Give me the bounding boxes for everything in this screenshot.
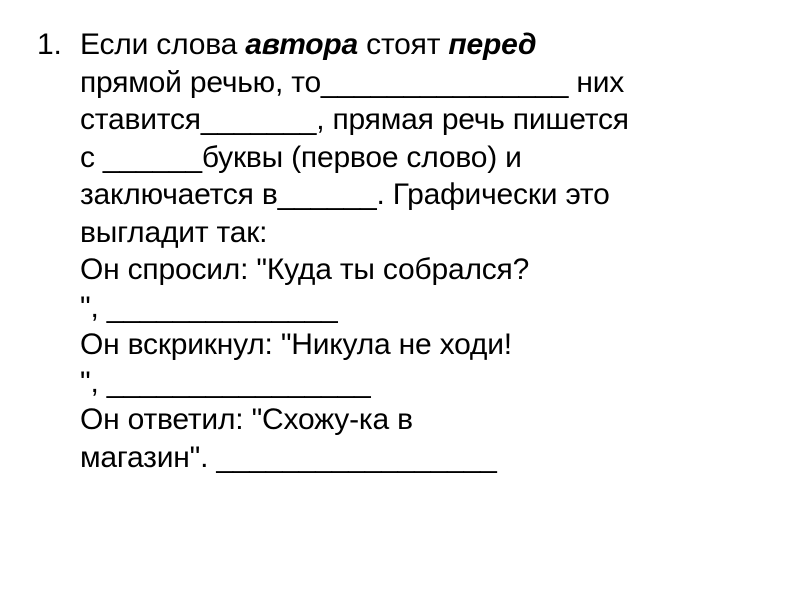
text-line: ", ______________ [80, 290, 338, 324]
text-line: Он спросил: "Куда ты собрался? [80, 253, 530, 286]
text-line: прямой речью, то_______________ них [80, 65, 625, 99]
text-line: Он вскрикнул: "Никула не ходи! [80, 328, 512, 361]
item-text [80, 26, 750, 476]
text-line: магазин". _________________ [80, 440, 497, 474]
text-line: заключается в______. Графически это [80, 178, 610, 211]
text-line: с ______буквы (первое слово) и [80, 140, 522, 174]
emphasis-word: автора [245, 28, 359, 61]
text-line: ", ________________ [80, 365, 371, 399]
text-run: Если слова [80, 28, 246, 61]
text-line: выгладит так: [80, 215, 268, 249]
text-line: Он ответил: "Схожу-ка в [80, 403, 413, 436]
text-run: стоят [358, 28, 449, 61]
emphasis-word: перед [448, 28, 537, 61]
item-number: 1. [37, 28, 62, 61]
text-line [80, 26, 750, 64]
text-line: ставится_______, прямая речь пишется [80, 103, 629, 136]
